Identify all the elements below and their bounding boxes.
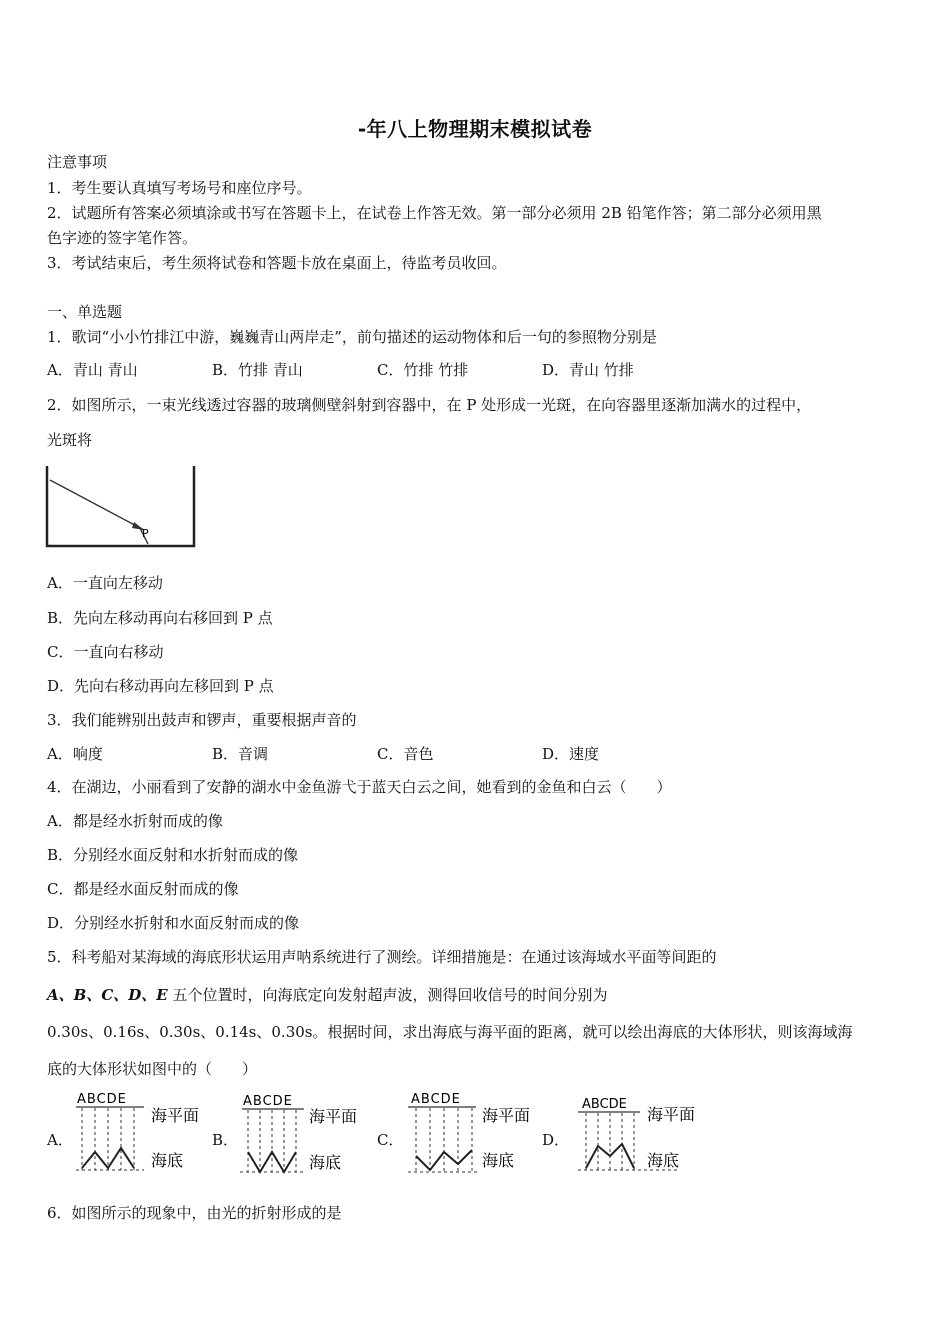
q1-option-c[interactable]: C．竹排 竹排 (377, 361, 469, 379)
q3-option-b[interactable]: B．音调 (212, 745, 269, 763)
q2-option-a[interactable]: A．一直向左移动 (47, 574, 163, 592)
q5-stem-line3: 0.30s、0.16s、0.30s、0.14s、0.30s。根据时间，求出海底与海平面的距离，就可以绘出海底的大体形状，则该海域海 (47, 1023, 853, 1041)
notice-item-2-cont: 色字迹的签字笔作答。 (47, 229, 198, 247)
q5-d-sea-level: 海平面 (647, 1105, 696, 1124)
q5-option-d-diagram[interactable] (572, 1090, 712, 1176)
q5-option-a-diagram[interactable] (74, 1090, 214, 1176)
section-heading: 一、单选题 (47, 303, 123, 321)
q4-option-b[interactable]: B．分别经水面反射和水折射而成的像 (47, 846, 299, 864)
q5-stem-line4: 底的大体形状如图中的（ ） (47, 1060, 258, 1078)
q3-option-d[interactable]: D．速度 (542, 745, 600, 763)
q1-option-d[interactable]: D．青山 竹排 (542, 361, 634, 379)
notice-item-2: 2．试题所有答案必须填涂或书写在答题卡上，在试卷上作答无效。第一部分必须用 2B 铅笔作答；第二部分必须用黑 (47, 204, 822, 222)
q5-a-sea-level: 海平面 (151, 1106, 200, 1125)
q5-option-d-letter[interactable]: D． (542, 1131, 570, 1149)
q2-stem-line1: 2．如图所示，一束光线透过容器的玻璃侧壁斜射到容器中，在 P 处形成一光斑，在向容器里逐渐加满水的过程中， (47, 396, 812, 414)
q4-option-c[interactable]: C．都是经水面反射而成的像 (47, 880, 239, 898)
notice-heading: 注意事项 (47, 153, 108, 171)
q5-a-points: ABCDE (77, 1092, 127, 1107)
notice-item-1: 1．考生要认真填写考场号和座位序号。 (47, 179, 312, 197)
q4-option-a[interactable]: A．都是经水折射而成的像 (47, 812, 223, 830)
q6-stem: 6．如图所示的现象中，由光的折射形成的是 (47, 1204, 342, 1222)
q5-option-c-diagram[interactable] (406, 1090, 546, 1176)
q2-option-b[interactable]: B．先向左移动再向右移回到 P 点 (47, 609, 273, 627)
q5-c-sea-floor: 海底 (482, 1151, 515, 1170)
q5-option-c-letter[interactable]: C． (377, 1131, 404, 1149)
q1-option-b[interactable]: B．竹排 青山 (212, 361, 303, 379)
q5-d-points: ABCDE (582, 1097, 627, 1112)
q5-b-sea-level: 海平面 (309, 1107, 358, 1126)
q1-option-a[interactable]: A．青山 青山 (47, 361, 138, 379)
page-title: -年八上物理期末模拟试卷 (357, 117, 593, 141)
notice-item-3: 3．考试结束后，考生须将试卷和答题卡放在桌面上，待监考员收回。 (47, 254, 507, 272)
q2-option-d[interactable]: D．先向右移动再向左移回到 P 点 (47, 677, 274, 695)
q5-option-b-diagram[interactable] (238, 1092, 378, 1178)
q5-option-a-letter[interactable]: A． (47, 1131, 73, 1149)
q5-a-sea-floor: 海底 (151, 1151, 184, 1170)
q2-option-c[interactable]: C．一直向右移动 (47, 643, 164, 661)
q3-option-c[interactable]: C．音色 (377, 745, 434, 763)
q5-c-points: ABCDE (411, 1092, 461, 1107)
q4-stem: 4．在湖边，小丽看到了安静的湖水中金鱼游弋于蓝天白云之间，她看到的金鱼和白云（ ） (47, 778, 672, 796)
q5-stem-line2-rest: 五个位置时，向海底定向发射超声波，测得回收信号的时间分别为 (167, 986, 608, 1004)
q5-stem-line2 (47, 985, 607, 1005)
q5-points: A、B、C、D、E (47, 986, 168, 1004)
q4-option-d[interactable]: D．分别经水折射和水面反射而成的像 (47, 914, 300, 932)
q5-option-b-letter[interactable]: B． (212, 1131, 239, 1149)
q3-stem: 3．我们能辨别出鼓声和锣声，重要根据声音的 (47, 711, 357, 729)
q5-d-sea-floor: 海底 (647, 1151, 680, 1170)
q5-c-sea-level: 海平面 (482, 1106, 531, 1125)
q3-option-a[interactable]: A．响度 (47, 745, 103, 763)
q5-b-sea-floor: 海底 (309, 1153, 342, 1172)
q5-b-points: ABCDE (243, 1094, 293, 1109)
q5-stem-line1: 5．科考船对某海域的海底形状运用声呐系统进行了测绘。详细措施是：在通过该海域水平面等间距的 (47, 948, 717, 966)
q2-stem-line2: 光斑将 (47, 431, 93, 449)
q1-stem: 1．歌词“小小竹排江中游，巍巍青山两岸走”，前句描述的运动物体和后一句的参照物分别是 (47, 328, 657, 346)
q2-label-p: P (142, 527, 149, 540)
q2-container-figure (44, 462, 199, 552)
